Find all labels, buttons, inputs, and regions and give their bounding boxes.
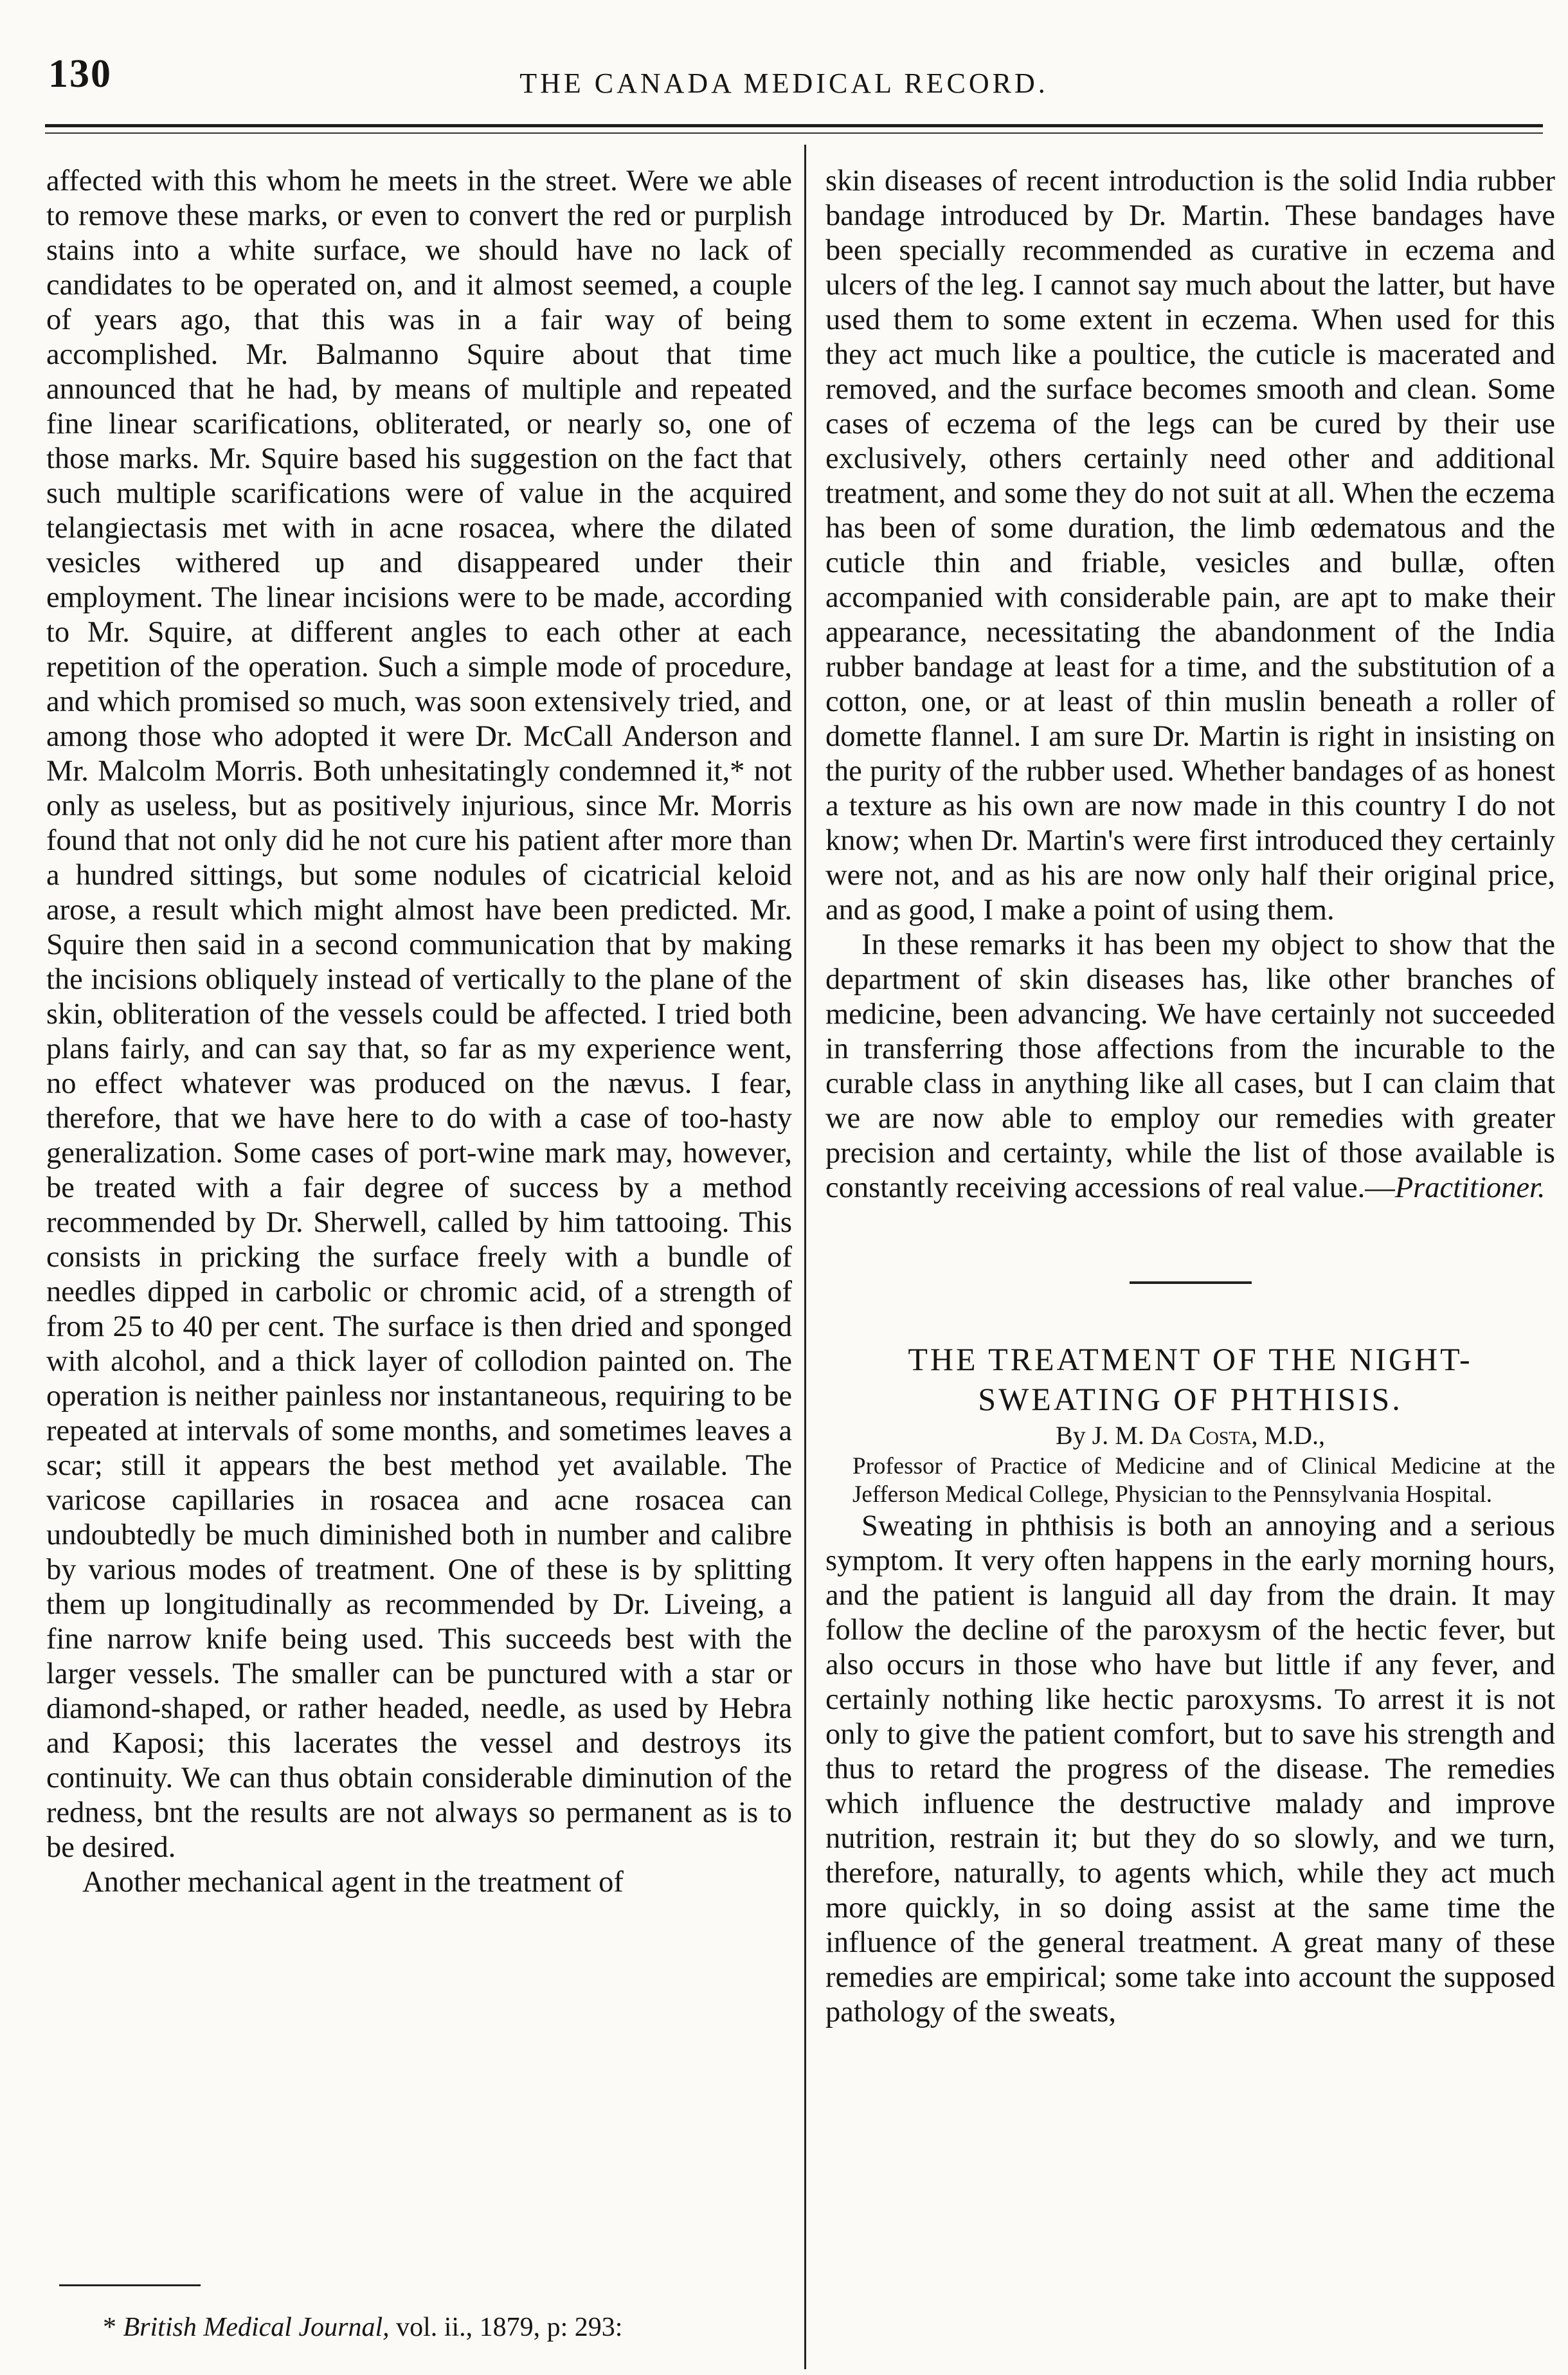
left-column bbox=[46, 164, 792, 2279]
left-paragraph-2: Another mechanical agent in the treatment of bbox=[82, 1866, 624, 1899]
byline-by: By bbox=[1056, 1421, 1086, 1450]
footnote-marker: * bbox=[103, 2313, 116, 2342]
footnote-rule bbox=[59, 2284, 201, 2286]
right-column bbox=[825, 164, 1555, 2369]
right-paragraph-1: skin diseases of recent introduction is the solid India rubber bandage introduced by Dr. Martin. These bandages have been specially recommended as curative in eczema and ulcers of the leg. I cannot say much about the latter, but have used them to some extent in eczema. When used for this they act much like a poultice, the cuticle is macerated and removed, and the surface becomes smooth and clean. Some cases of eczema of the legs can be cured by their use exclusively, others certainly need other and additional treatment, and some they do not suit at all. When the eczema has been of some duration, the limb œdematous and the cuticle thin and friable, vesicles and bullæ, often accompanied with considerable pain, are apt to make their appearance, necessitating the abandonment of the India rubber bandage at least for a time, and the substitution of a cotton, one, or at least of thin muslin beneath a roller of domette flannel. I am sure Dr. Martin is right in insisting on the purity of the rubber used. Whether bandages of as honest a texture as his own are now made in this country I do not know; when Dr. Martin's were first introduced they certainly were not, and as his are now only half their original price, and as good, I make a point of using them. bbox=[825, 165, 1555, 926]
source-citation: Practitioner. bbox=[1394, 1171, 1545, 1204]
right-paragraph-2 bbox=[825, 928, 1555, 1206]
left-paragraph-1: affected with this whom he meets in the street. Were we able to remove these marks, or even to convert the red or purplish stains into a white surface, we should have no lack of candidates to be operated on, and it almost seemed, a couple of years ago, that this was in a fair way of being accomplished. Mr. Balmanno Squire about that time announced that he had, by means of multiple and repeated fine linear scarifications, obliterated, or nearly so, one of those marks. Mr. Squire based his suggestion on the fact that such multiple scarifications were of value in the acquired telangiectasis met with in acne rosacea, where the dilated vesicles withered up and disappeared under their employment. The linear incisions were to be made, according to Mr. Squire, at different angles to each other at each repetition of the operation. Such a simple mode of procedure, and which promised so much, was soon extensively tried, and among those who adopted it were Dr. McCall Anderson and Mr. Malcolm Morris. Both unhesitatingly condemned it,* not only as useless, but as positively injurious, since Mr. Morris found that not only did he not cure his patient after more than a hundred sittings, but some nodules of cicatricial keloid arose, a result which might almost have been predicted. Mr. Squire then said in a second communication that by making the incisions obliquely instead of vertically to the plane of the skin, obliteration of the vessels could be affected. I tried both plans fairly, and can say that, so far as my experience went, no effect whatever was produced on the nævus. I fear, therefore, that we have here to do with a case of too-hasty generalization. Some cases of port-wine mark may, however, be treated with a fair degree of success by a method recommended by Dr. Sherwell, called by him tattooing. This consists in pricking the surface freely with a bundle of needles dipped in carbolic or chromic acid, of a strength of from 25 to 40 per cent. The surface is then dried and sponged with alcohol, and a thick layer of collodion painted on. The operation is neither painless nor instantaneous, requiring to be repeated at intervals of some months, and sometimes leaves a scar; still it appears the best method yet available. The varicose capillaries in rosacea and acne rosacea can undoubtedly be much diminished both in number and calibre by various modes of treatment. One of these is by splitting them up longitudinally as recommended by Dr. Liveing, a fine narrow knife being used. This succeeds best with the larger vessels. The smaller can be punctured with a star or diamond-shaped, or rather headed, needle, as used by Hebra and Kaposi; this lacerates the vessel and destroys its continuity. We can thus obtain considerable diminution of the redness, bnt the results are not always so permanent as is to be desired. bbox=[46, 165, 792, 1864]
right-paragraph-2-text: In these remarks it has been my object to show that the department of skin diseases has, like other branches of medicine, been advancing. We have certainly not succeeded in transferring those affections from the incurable to the curable class in anything like all cases, but I can claim that we are now able to employ our remedies with greater precision and certainty, while the list of those available is constantly receiving accessions of real value.— bbox=[825, 928, 1555, 1204]
header-rule-thick bbox=[45, 124, 1543, 127]
footnote-source: British Medical Journal, bbox=[123, 2313, 390, 2342]
page-number: 130 bbox=[48, 52, 112, 96]
author-name: J. M. Da Costa, M.D., bbox=[1092, 1421, 1325, 1450]
right-paragraph-3: Sweating in phthisis is both an annoying and a serious symptom. It very often happens in the early morning hours, and the patient is languid all day from the drain. It may follow the decline of the paroxysm of the hectic fever, but also occurs in those who have but little if any fever, and certainly nothing like hectic paroxysms. To arrest it is not only to give the patient comfort, but to save his strength and thus to retard the progress of the disease. The remedies which influence the destructive malady and improve nutrition, restrain it; but they do so slowly, and we turn, therefore, naturally, to agents which, while they act much more quickly, in so doing assist at the same time the influence of the general treatment. A great many of these remedies are empirical; some take into account the supposed pathology of the sweats, bbox=[825, 1510, 1555, 2028]
footnote-citation: vol. ii., 1879, p: 293: bbox=[396, 2313, 623, 2342]
column-divider bbox=[804, 145, 806, 2369]
author-byline bbox=[825, 1419, 1555, 1452]
article-title: THE TREATMENT OF THE NIGHT-SWEATING OF PHTHISIS. bbox=[908, 1341, 1473, 1417]
page-header bbox=[0, 0, 1568, 129]
header-rule-thin bbox=[45, 132, 1543, 134]
running-title: THE CANADA MEDICAL RECORD. bbox=[519, 68, 1049, 99]
author-affiliation: Professor of Practice of Medicine and of Clinical Medicine at the Jefferson Medical College, Physician to the Pennsylvania Hospital. bbox=[852, 1453, 1555, 1508]
article-separator bbox=[1130, 1281, 1252, 1284]
footnote bbox=[103, 2311, 784, 2343]
